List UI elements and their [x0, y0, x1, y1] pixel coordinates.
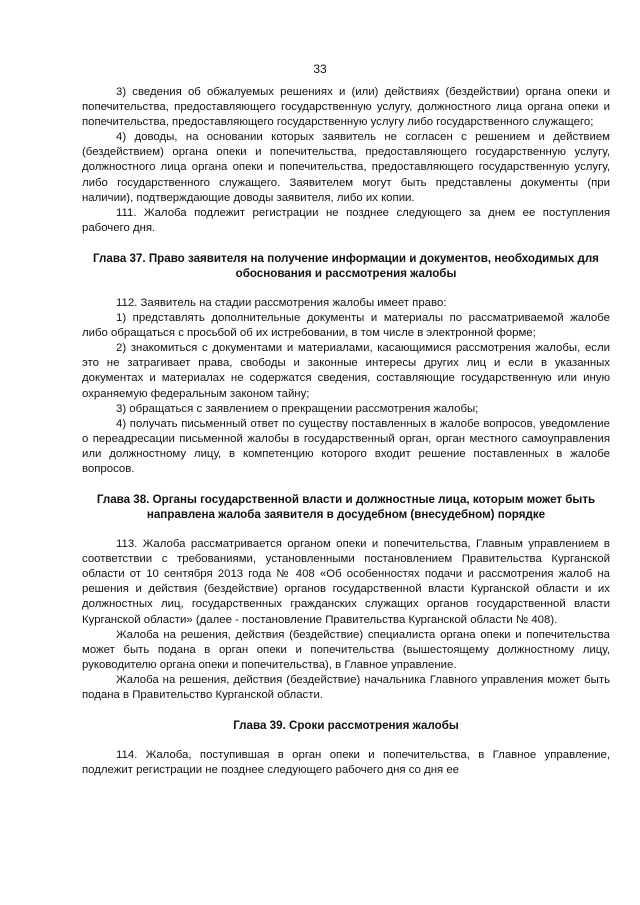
paragraph: 4) доводы, на основании которых заявитель не согласен с решением и действием (бездействием) органа опеки и попечительства, предоставляющего государственную услугу, должностного лица органа опеки и попечительства, предоставляющего государственную услугу, либо государственного служащего. Заявителем могут быть представлены документы (при наличии), подтверждающие доводы заявителя, либо их копии.: [82, 131, 610, 204]
document-body: [82, 85, 610, 778]
paragraph: 111. Жалоба подлежит регистрации не позднее следующего за днем ее поступления рабочего дня.: [82, 206, 610, 234]
paragraph: 114. Жалоба, поступившая в орган опеки и попечительства, в Главное управление, подлежит регистрации не позднее следующего рабочего дня со дня ее: [82, 749, 610, 777]
paragraph: 3) сведения об обжалуемых решениях и (или) действиях (бездействии) органа опеки и попечительства, предоставляющего государственную услугу, должностного лица органа опеки и попечительства, предоставляющего государственную услугу либо государственного служащего;: [82, 86, 610, 129]
paragraph: 113. Жалоба рассматривается органом опеки и попечительства, Главным управлением в соответствии с требованиями, установленными постановлением Правительства Курганской области от 10 сентября 2013 года № 408 «Об особенностях подачи и рассмотрения жалоб на решения и действия (бездействие) органов государственной власти Курганской области и их должностных лиц, государственных гражданских служащих органов государственной власти Курганской области» (далее - постановление Правительства Курганской области № 408).: [82, 538, 610, 626]
paragraph: 1) представлять дополнительные документы и материалы по рассматриваемой жалобе либо обращаться с просьбой об их истребовании, в том числе в электронной форме;: [82, 312, 610, 340]
paragraph: 2) знакомиться с документами и материалами, касающимися рассмотрения жалобы, если это не затрагивает права, свободы и законные интересы других лиц и если в указанных документах и материалах не содержатся сведения, составляющие государственную или иную охраняемую федеральным законом тайну;: [82, 342, 610, 400]
chapter-39-heading: Глава 39. Сроки рассмотрения жалобы: [233, 719, 459, 733]
page-number: 33: [313, 62, 327, 76]
paragraph: 4) получать письменный ответ по существу поставленных в жалобе вопросов, уведомление о переадресации письменной жалобы в государственный орган, орган местного самоуправления или должностному лицу, в компетенцию которого входит решение поставленных в жалобе вопросов.: [82, 417, 610, 475]
paragraph: 3) обращаться с заявлением о прекращении рассмотрения жалобы;: [116, 402, 479, 415]
chapter-37-heading: Глава 37. Право заявителя на получение информации и документов, необходимых для обоснования и рассмотрения жалобы: [93, 251, 599, 280]
paragraph: 112. Заявитель на стадии рассмотрения жалобы имеет право:: [116, 296, 447, 309]
chapter-38-heading: Глава 38. Органы государственной власти и должностные лица, которым может быть направлена жалоба заявителя в досудебном (внесудебном) порядке: [96, 493, 596, 522]
paragraph: Жалоба на решения, действия (бездействие) специалиста органа опеки и попечительства может быть подана в орган опеки и попечительства (вышестоящему должностному лицу, руководителю органа опеки и попечительства), в Главное управление.: [82, 628, 610, 671]
paragraph: Жалоба на решения, действия (бездействие) начальника Главного управления может быть подана в Правительство Курганской области.: [82, 673, 610, 701]
